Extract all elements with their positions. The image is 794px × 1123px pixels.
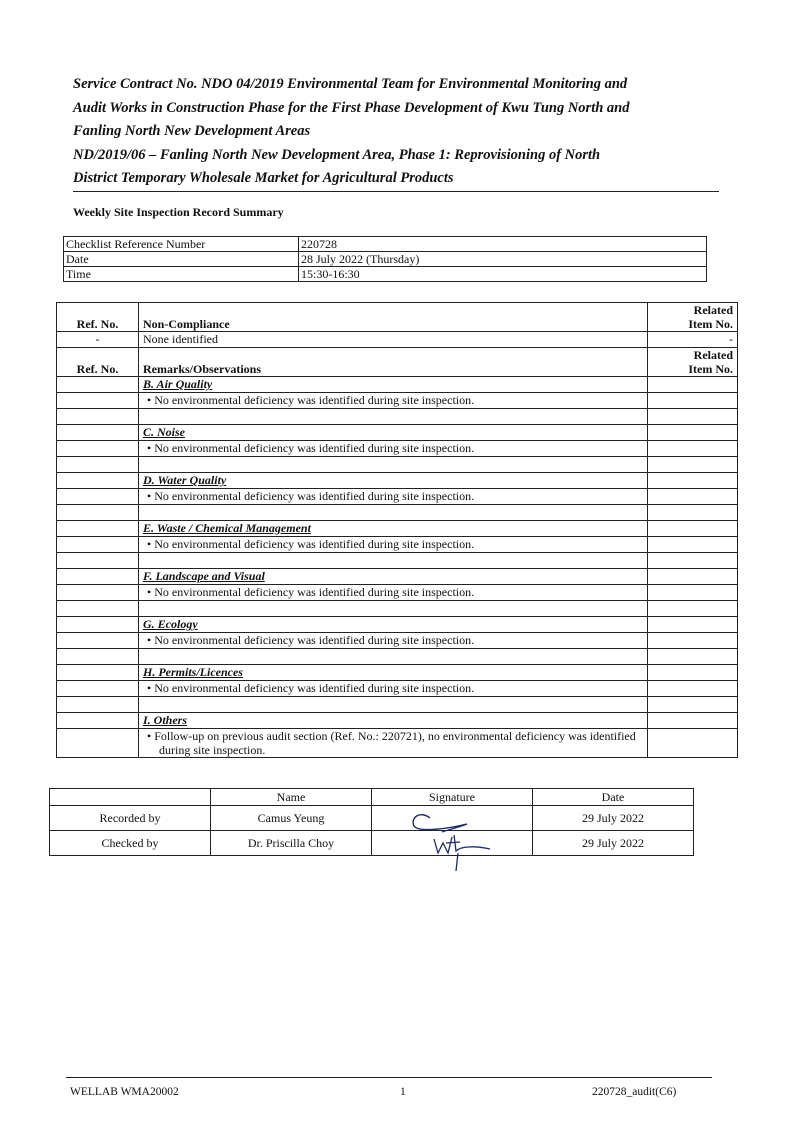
signature-mark-icon <box>372 831 532 861</box>
remarks-title-header: Remarks/Observations <box>139 348 648 377</box>
nc-title-header: Non-Compliance <box>139 303 648 332</box>
category-text: No environmental deficiency was identified during site inspection. <box>154 393 475 407</box>
header-divider <box>73 191 719 192</box>
category-bullet: • No environmental deficiency was identified during site inspection. <box>139 537 648 553</box>
category-title: C. Noise <box>139 425 648 441</box>
date-header: Date <box>533 789 694 806</box>
category-title: H. Permits/Licences <box>139 665 648 681</box>
recorded-label: Recorded by <box>50 806 211 831</box>
category-row <box>57 665 738 681</box>
checklist-value: 220728 <box>299 237 707 252</box>
nc-related-line-1: Related <box>693 303 733 317</box>
document-header <box>73 73 723 191</box>
category-row <box>57 377 738 393</box>
category-title <box>139 713 648 729</box>
header-line-5: District Temporary Wholesale Market for Agricultural Products <box>73 170 454 186</box>
signoff-table <box>49 788 694 856</box>
category-text: No environmental deficiency was identified during site inspection. <box>154 681 475 695</box>
category-bullet: • No environmental deficiency was identified during site inspection. <box>139 489 648 505</box>
table-row <box>50 831 694 856</box>
recorded-name: Camus Yeung <box>211 806 372 831</box>
category-text: Follow-up on previous audit section (Ref. No.: 220721), no environmental deficiency was identified during site inspection. <box>154 729 636 757</box>
blank-row <box>57 649 738 665</box>
page-number: 1 <box>400 1086 406 1098</box>
recorded-signature <box>372 806 533 831</box>
remarks-ref-header: Ref. No. <box>57 348 139 377</box>
list-item <box>57 633 738 649</box>
header-line-2: Audit Works in Construction Phase for the First Phase Development of Kwu Tung North and <box>73 99 630 116</box>
footer-divider <box>66 1077 712 1078</box>
list-item <box>57 537 738 553</box>
blank-row <box>57 457 738 473</box>
table-row <box>64 252 707 267</box>
category-row <box>57 617 738 633</box>
category-bullet: • No environmental deficiency was identified during site inspection. <box>139 633 648 649</box>
list-item <box>57 489 738 505</box>
category-text: No environmental deficiency was identified during site inspection. <box>154 441 475 455</box>
checked-label: Checked by <box>50 831 211 856</box>
header-line-3: Fanling North New Development Areas <box>73 123 311 139</box>
blank-row <box>57 601 738 617</box>
category-row <box>57 569 738 585</box>
checklist-label: Checklist Reference Number <box>64 237 299 252</box>
category-text: No environmental deficiency was identified during site inspection. <box>154 537 475 551</box>
category-bullet: • No environmental deficiency was identified during site inspection. <box>139 441 648 457</box>
category-title-text: I. Others <box>143 713 188 727</box>
category-text: No environmental deficiency was identified during site inspection. <box>154 585 475 599</box>
remarks-related-header <box>648 348 738 377</box>
header-line-4: ND/2019/06 – Fanling North New Development Area, Phase 1: Reprovisioning of North <box>73 146 601 163</box>
category-row <box>57 521 738 537</box>
checked-date: 29 July 2022 <box>533 831 694 856</box>
list-item <box>57 681 738 697</box>
checked-name: Dr. Priscilla Choy <box>211 831 372 856</box>
list-item <box>57 729 738 758</box>
remarks-related-line-1: Related <box>693 348 733 362</box>
list-item <box>57 585 738 601</box>
blank-row <box>57 409 738 425</box>
category-bullet: • No environmental deficiency was identified during site inspection. <box>139 585 648 601</box>
name-header: Name <box>211 789 372 806</box>
category-row <box>57 473 738 489</box>
category-row <box>57 713 738 729</box>
nc-row-related: - <box>648 332 738 348</box>
category-bullet: • Follow-up on previous audit section (Ref. No.: 220721), no environmental deficiency was identified during site inspection. <box>139 729 648 758</box>
remarks-header-row <box>57 348 738 377</box>
nc-row-text: None identified <box>139 332 648 348</box>
observations-table <box>56 302 738 758</box>
nc-related-line-2: Item No. <box>688 317 733 331</box>
checked-signature <box>372 831 533 856</box>
list-item <box>57 393 738 409</box>
category-text: No environmental deficiency was identified during site inspection. <box>154 633 475 647</box>
signature-header: Signature <box>372 789 533 806</box>
category-title: G. Ecology <box>139 617 648 633</box>
category-title: E. Waste / Chemical Management <box>139 521 648 537</box>
time-value: 15:30-16:30 <box>299 267 707 282</box>
table-row <box>57 332 738 348</box>
category-bullet: • No environmental deficiency was identified during site inspection. <box>139 681 648 697</box>
date-label: Date <box>64 252 299 267</box>
section-title: Weekly Site Inspection Record Summary <box>73 205 284 219</box>
table-row <box>64 267 707 282</box>
table-row <box>50 806 694 831</box>
category-text: No environmental deficiency was identified during site inspection. <box>154 489 475 503</box>
category-row <box>57 425 738 441</box>
blank-row <box>57 697 738 713</box>
category-title: F. Landscape and Visual <box>139 569 648 585</box>
footer-right: 220728_audit(C6) <box>592 1086 677 1098</box>
table-row <box>50 789 694 806</box>
remarks-related-line-2: Item No. <box>688 362 733 376</box>
category-bullet: • No environmental deficiency was identified during site inspection. <box>139 393 648 409</box>
table-row <box>64 237 707 252</box>
category-title: D. Water Quality <box>139 473 648 489</box>
footer-left: WELLAB WMA20002 <box>70 1086 179 1098</box>
inspection-meta-table <box>63 236 707 282</box>
nc-ref-header: Ref. No. <box>57 303 139 332</box>
date-value: 28 July 2022 (Thursday) <box>299 252 707 267</box>
nc-row-ref: - <box>57 332 139 348</box>
blank-row <box>57 505 738 521</box>
header-line-1: Service Contract No. NDO 04/2019 Environmental Team for Environmental Monitoring and <box>73 76 628 92</box>
time-label: Time <box>64 267 299 282</box>
non-compliance-header-row <box>57 303 738 332</box>
blank-row <box>57 553 738 569</box>
category-title: B. Air Quality <box>139 377 648 393</box>
recorded-date: 29 July 2022 <box>533 806 694 831</box>
nc-related-header <box>648 303 738 332</box>
list-item <box>57 441 738 457</box>
